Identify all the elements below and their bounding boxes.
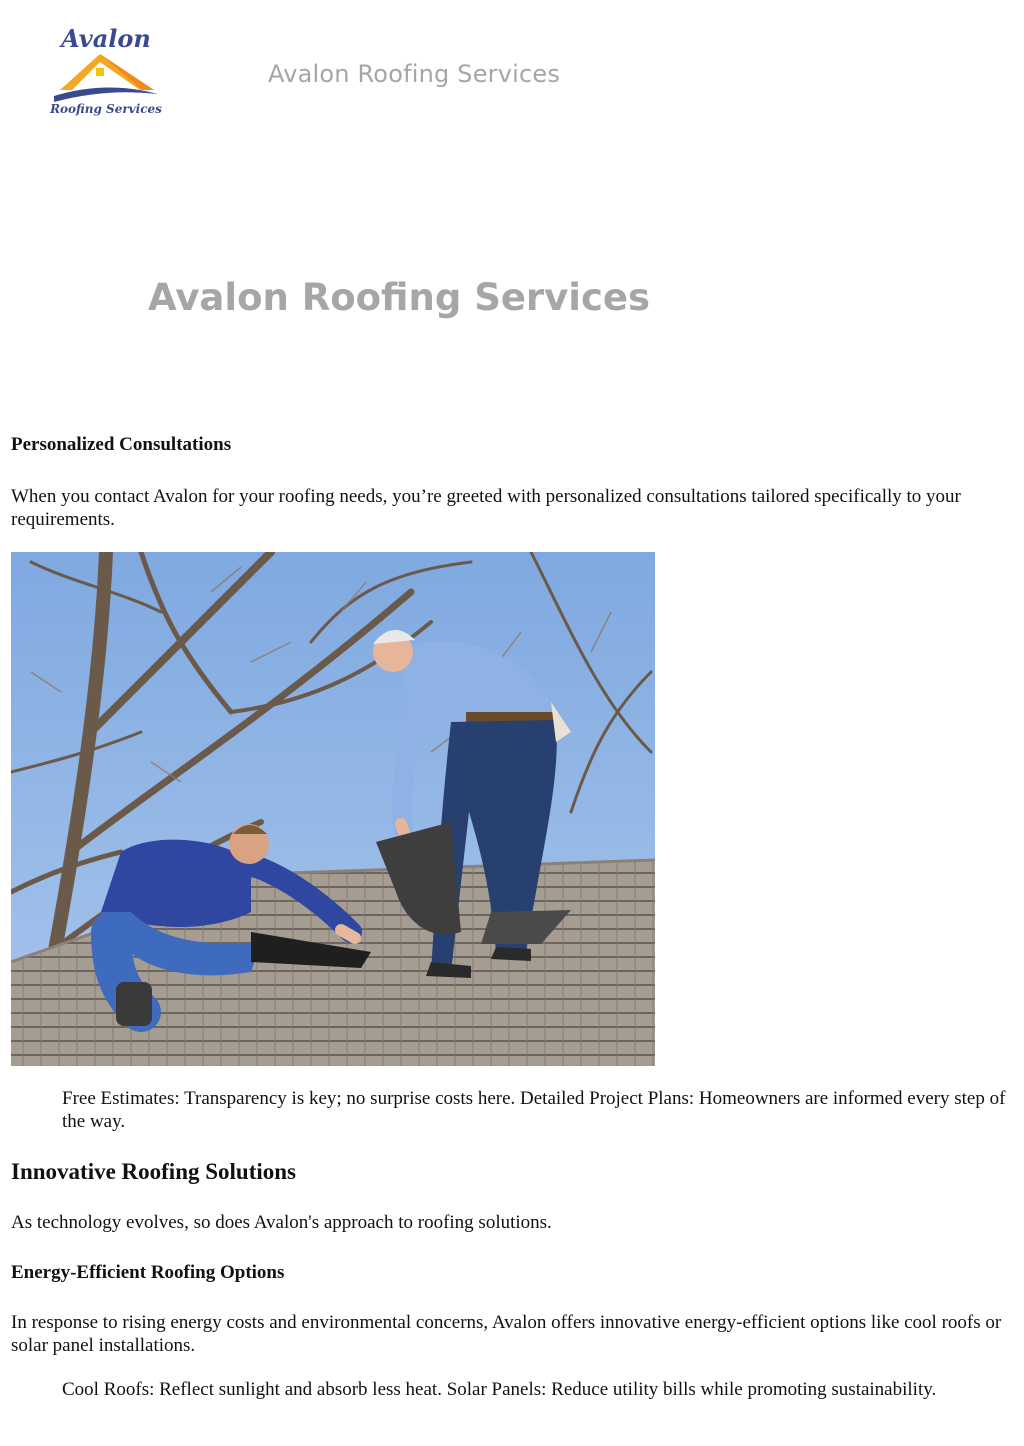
logo-text-bottom: Roofing Services xyxy=(50,102,162,116)
hero-title: Avalon Roofing Services xyxy=(148,276,651,319)
section-heading-consultations: Personalized Consultations xyxy=(11,434,232,455)
paragraph-consultations: When you contact Avalon for your roofing needs, you’re greeted with personalized consultations tailored specifically to your requirements. xyxy=(11,486,961,530)
logo-text-top: Avalon xyxy=(61,24,151,53)
paragraph-energy: In response to rising energy costs and environmental concerns, Avalon offers innovative energy-efficient options like cool roofs or solar panel installations. xyxy=(11,1312,1002,1356)
section-heading-energy: Energy-Efficient Roofing Options xyxy=(11,1262,285,1283)
list-item-estimates: Free Estimates: Transparency is key; no surprise costs here. Detailed Project Plans: Homeowners are informed every step of the way. xyxy=(62,1088,1006,1132)
site-title[interactable]: Avalon Roofing Services xyxy=(268,60,561,88)
section-heading-innovative: Innovative Roofing Solutions xyxy=(11,1159,297,1184)
house-roof-icon xyxy=(50,50,162,102)
paragraph-innovative: As technology evolves, so does Avalon's approach to roofing solutions. xyxy=(11,1212,552,1233)
roofers-photo xyxy=(11,552,655,1066)
roofers-illustration xyxy=(11,552,655,1066)
list-item-cool-roofs: Cool Roofs: Reflect sunlight and absorb less heat. Solar Panels: Reduce utility bills while promoting sustainability. xyxy=(62,1379,937,1400)
company-logo[interactable] xyxy=(50,24,162,124)
